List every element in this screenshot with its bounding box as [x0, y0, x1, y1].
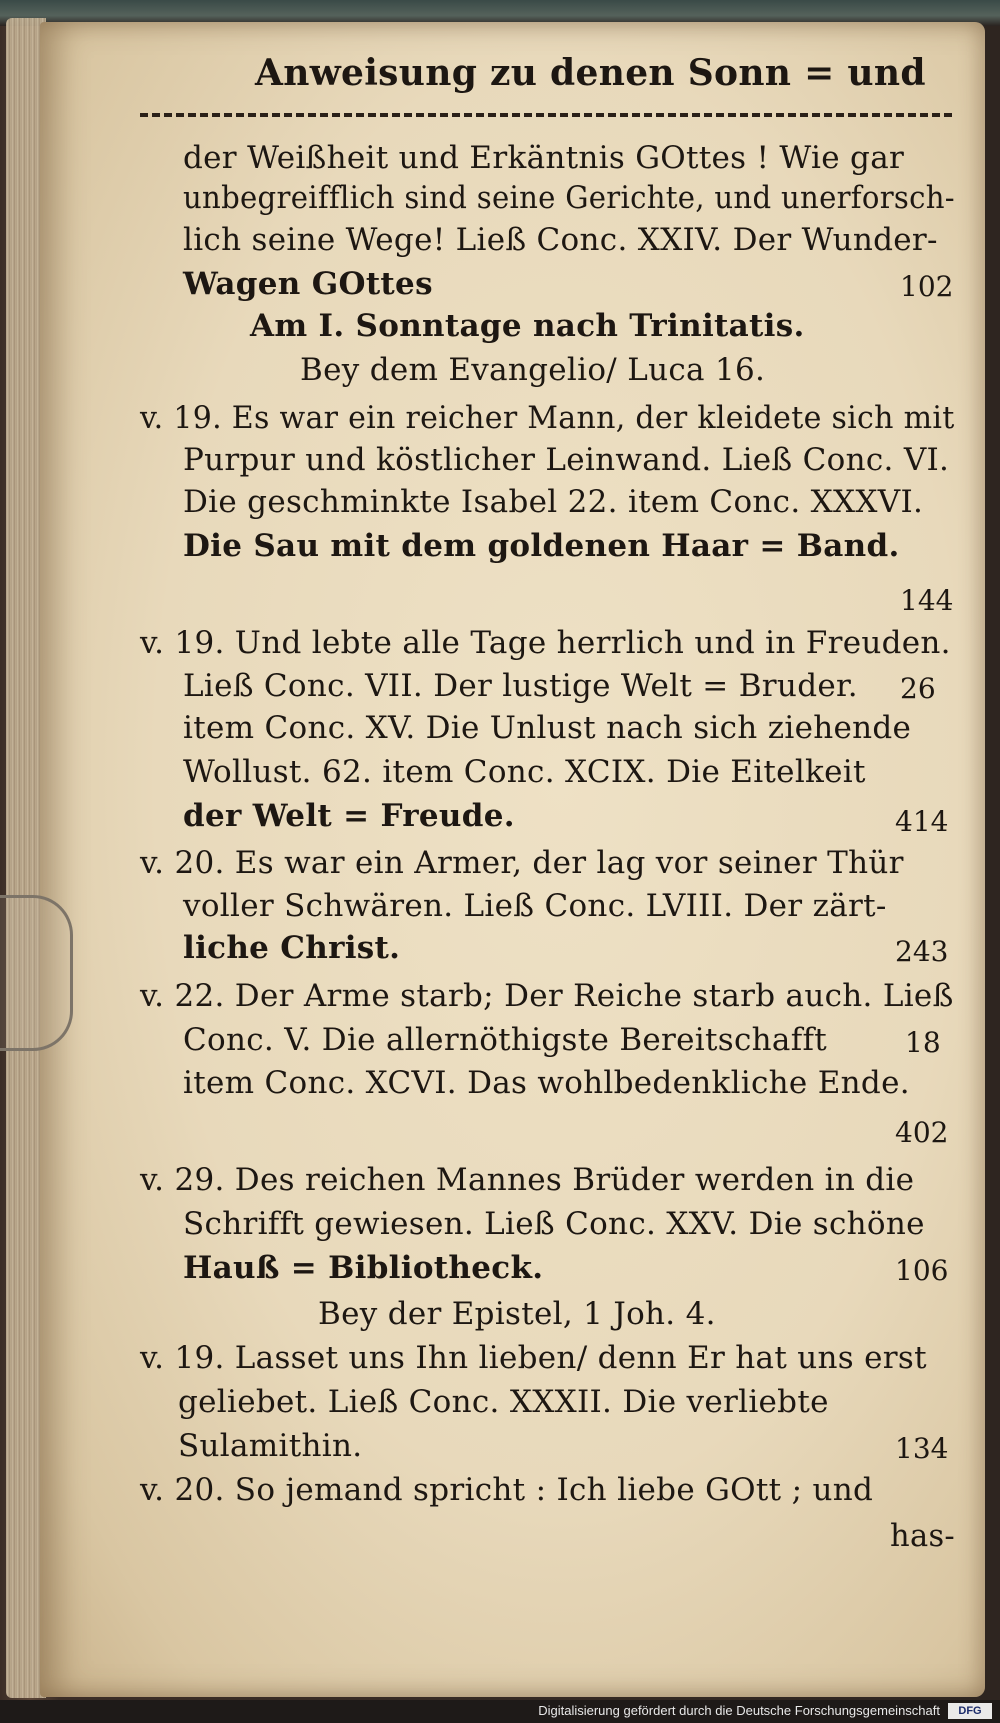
- text-line: unbegreifflich sind seine Gerichte, und unerforsch-: [183, 180, 955, 216]
- text-line: geliebet. Ließ Conc. XXXII. Die verliebte: [178, 1384, 829, 1420]
- text-line: Ließ Conc. VII. Der lustige Welt = Bruder.: [183, 668, 858, 704]
- text-line: v. 19. Es war ein reicher Mann, der kleidete sich mit: [140, 400, 955, 436]
- text-line: v. 29. Des reichen Mannes Brüder werden in die: [140, 1162, 915, 1198]
- page-reference: 414: [895, 805, 949, 838]
- text-line: der Welt = Freude.: [183, 798, 515, 834]
- page-reference: 18: [905, 1026, 941, 1059]
- running-header: Anweisung zu denen Sonn = und: [255, 52, 926, 94]
- text-line: voller Schwären. Ließ Conc. LVIII. Der zärt-: [183, 888, 887, 924]
- subsection-heading: Bey dem Evangelio/ Luca 16.: [300, 352, 766, 388]
- text-line: item Conc. XV. Die Unlust nach sich ziehende: [183, 710, 912, 746]
- text-line: liche Christ.: [183, 930, 401, 966]
- page-reference: 26: [900, 672, 936, 705]
- text-line: Wollust. 62. item Conc. XCIX. Die Eitelkeit: [183, 754, 866, 790]
- text-line: v. 22. Der Arme starb; Der Reiche starb auch. Ließ: [140, 978, 954, 1014]
- text-line: v. 19. Lasset uns Ihn lieben/ denn Er hat uns erst: [140, 1340, 927, 1376]
- page-reference: 106: [895, 1254, 949, 1287]
- text-line: Wagen GOttes: [183, 266, 433, 302]
- page-reference: 134: [895, 1432, 949, 1465]
- text-line: v. 20. Es war ein Armer, der lag vor seiner Thür: [140, 845, 904, 881]
- page-reference: 402: [895, 1116, 949, 1149]
- text-line: item Conc. XCVI. Das wohlbedenkliche Ende.: [183, 1065, 910, 1101]
- text-line: der Weißheit und Erkäntnis GOttes ! Wie gar: [183, 140, 905, 176]
- page-reference: 102: [900, 270, 954, 303]
- dfg-logo: DFG: [948, 1703, 992, 1719]
- page-reference: 243: [895, 935, 949, 968]
- text-line: v. 19. Und lebte alle Tage herrlich und in Freuden.: [140, 625, 951, 661]
- text-line: Die geschminkte Isabel 22. item Conc. XXXVI.: [183, 484, 924, 520]
- text-line: Schrifft gewiesen. Ließ Conc. XXV. Die schöne: [183, 1206, 925, 1242]
- catchword: has-: [890, 1518, 956, 1554]
- funding-credit: Digitalisierung gefördert durch die Deutsche Forschungsgemeinschaft: [538, 1703, 940, 1718]
- header-rule: [140, 113, 952, 117]
- page-reference: 144: [900, 584, 954, 617]
- text-line: Sulamithin.: [178, 1428, 363, 1464]
- text-line: Conc. V. Die allernöthigste Bereitschafft: [183, 1022, 828, 1058]
- subsection-heading: Bey der Epistel, 1 Joh. 4.: [318, 1296, 716, 1332]
- text-line: Hauß = Bibliotheck.: [183, 1250, 544, 1286]
- text-line: lich seine Wege! Ließ Conc. XXIV. Der Wunder-: [183, 222, 938, 258]
- text-line: v. 20. So jemand spricht : Ich liebe GOtt ; und: [140, 1472, 874, 1508]
- text-line: Purpur und köstlicher Leinwand. Ließ Conc. VI.: [183, 442, 950, 478]
- text-line: Die Sau mit dem goldenen Haar = Band.: [183, 528, 900, 564]
- section-heading: Am I. Sonntage nach Trinitatis.: [250, 308, 805, 344]
